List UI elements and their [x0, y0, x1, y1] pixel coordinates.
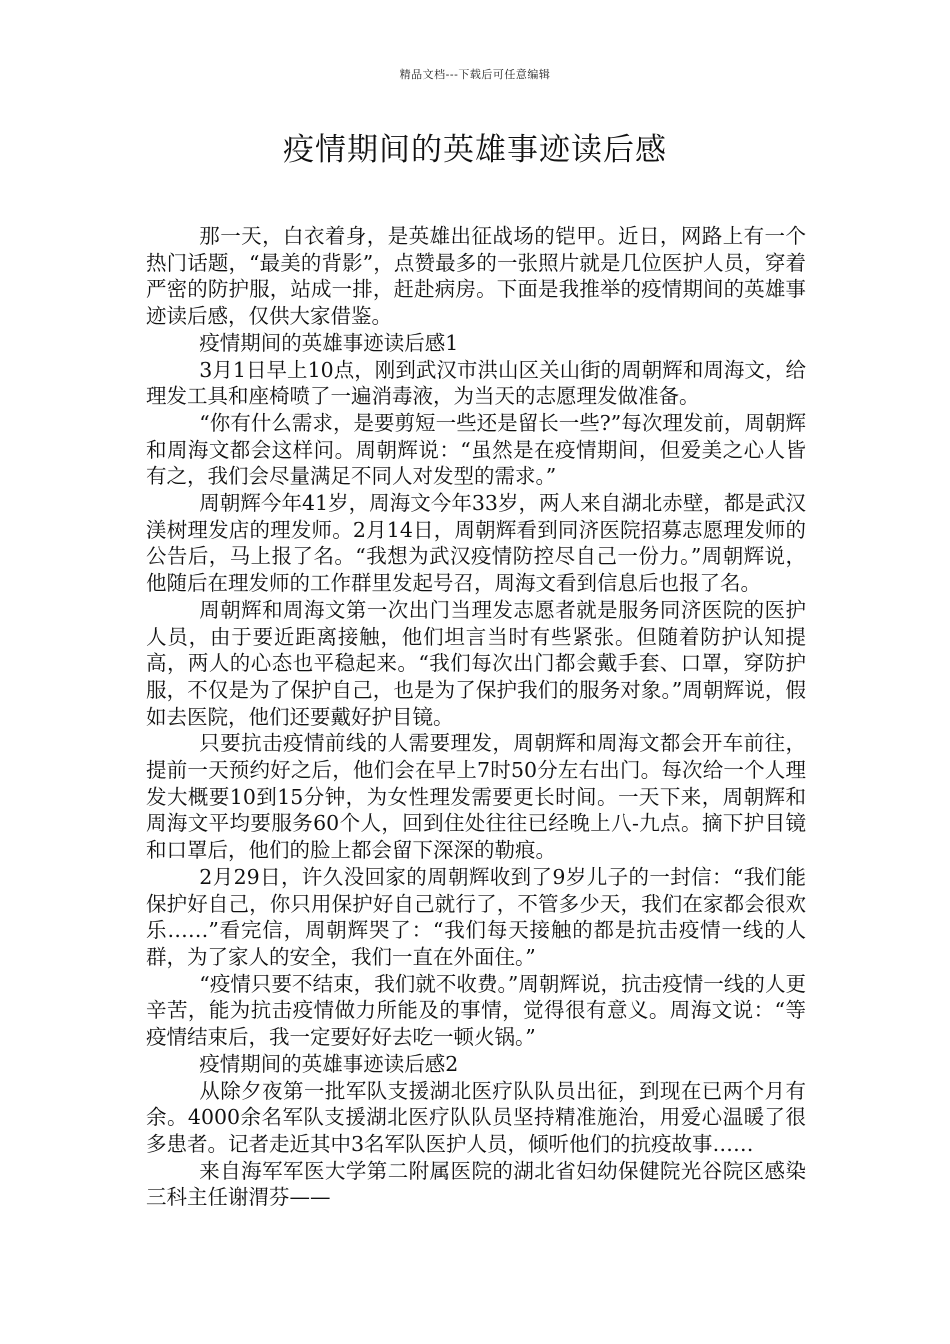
- paragraph: 只要抗击疫情前线的人需要理发，周朝辉和周海文都会开车前往，提前一天预约好之后，他们会在早上7时50分左右出门。每次给一个人理发大概要10到15分钟，为女性理发需要更长时间。一天下来，周朝辉和周海文平均要服务60个人，回到住处往往已经晚上八-九点。摘下护目镜和口罩后，他们的脸上都会留下深深的勒痕。: [146, 731, 806, 863]
- header-note: 精品文档---下载后可任意编辑: [399, 68, 551, 81]
- paragraph: 来自海军军医大学第二附属医院的湖北省妇幼保健院光谷院区感染三科主任谢渭芬——: [146, 1158, 806, 1210]
- document-body: [146, 223, 806, 1211]
- paragraph: “你有什么需求，是要剪短一些还是留长一些?”每次理发前，周朝辉和周海文都会这样问。周朝辉说：“虽然是在疫情期间，但爱美之心人皆有之，我们会尽量满足不同人对发型的需求。”: [146, 410, 806, 489]
- paragraph: 3月1日早上10点，刚到武汉市洪山区关山街的周朝辉和周海文，给理发工具和座椅喷了一遍消毒液，为当天的志愿理发做准备。: [146, 357, 806, 409]
- paragraph: 周朝辉和周海文第一次出门当理发志愿者就是服务同济医院的医护人员，由于要近距离接触，他们坦言当时有些紧张。但随着防护认知提高，两人的心态也平稳起来。“我们每次出门都会戴手套、口罩，穿防护服，不仅是为了保护自己，也是为了保护我们的服务对象。”周朝辉说，假如去医院，他们还要戴好护目镜。: [146, 597, 806, 729]
- document-title: 疫情期间的英雄事迹读后感: [283, 132, 667, 168]
- paragraph: 周朝辉今年41岁，周海文今年33岁，两人来自湖北赤壁，都是武汉渼树理发店的理发师。2月14日，周朝辉看到同济医院招募志愿理发师的公告后，马上报了名。“我想为武汉疫情防控尽自己一份力。”周朝辉说，他随后在理发师的工作群里发起号召，周海文看到信息后也报了名。: [146, 491, 806, 596]
- section-heading-1: 疫情期间的英雄事迹读后感1: [199, 330, 459, 355]
- paragraph: “疫情只要不结束，我们就不收费。”周朝辉说，抗击疫情一线的人更辛苦，能为抗击疫情做力所能及的事情，觉得很有意义。周海文说：“等疫情结束后，我一定要好好去吃一顿火锅。”: [146, 971, 806, 1050]
- paragraph-intro: 那一天，白衣着身，是英雄出征战场的铠甲。近日，网路上有一个热门话题，“最美的背影”，点赞最多的一张照片就是几位医护人员，穿着严密的防护服，站成一排，赶赴病房。下面是我推举的疫情期间的英雄事迹读后感，仅供大家借鉴。: [146, 224, 806, 329]
- paragraph: 2月29日，许久没回家的周朝辉收到了9岁儿子的一封信：“我们能保护好自己，你只用保护好自己就行了，不管多少天，我们在家都会很欢乐……”看完信，周朝辉哭了：“我们每天接触的都是抗击疫情一线的人群，为了家人的安全，我们一直在外面住。”: [146, 864, 806, 969]
- section-heading-2: 疫情期间的英雄事迹读后感2: [199, 1051, 459, 1076]
- paragraph: 从除夕夜第一批军队支援湖北医疗队队员出征，到现在已两个月有余。4000余名军队支援湖北医疗队队员坚持精准施治，用爱心温暖了很多患者。记者走近其中3名军队医护人员，倾听他们的抗疫故事……: [146, 1078, 806, 1156]
